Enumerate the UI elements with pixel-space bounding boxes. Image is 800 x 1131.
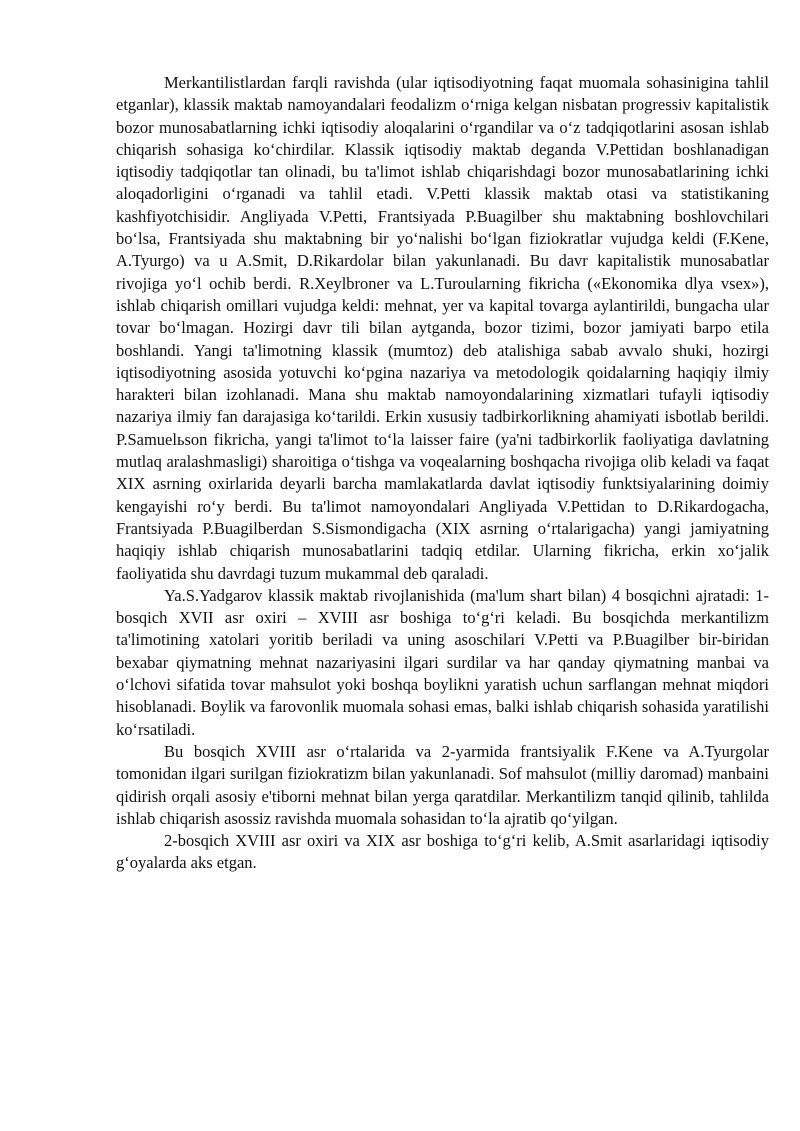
paragraph-yadgarov-stages: Ya.S.Yadgarov klassik maktab rivojlanishida (ma'lum shart bilan) 4 bosqichni ajratadi: 1-bosqich XVII asr oxiri – XVIII asr boshiga to‘g‘ri keladi. Bu bosqichda merkantilizm ta'limotining xatolari yoritib beriladi va uning asoschilari V.Petti va P.Buagilber bir-biridan bexabar qiymatning mehnat nazariyasini ilgari surdilar va har qanday qiymatning manbai va o‘lchovi sifatida tovar mahsulot yoki boshqa boylikni yaratish uchun sarflangan mehnat miqdori hisoblanadi. Boylik va farovonlik muomala sohasi emas, balki ishlab chiqarish sohasida yaratilishi ko‘rsatiladi. xyxy=(116,585,769,739)
paragraph-physiocrats: Bu bosqich XVIII asr o‘rtalarida va 2-yarmida frantsiyalik F.Kene va A.Tyurgolar tomonidan ilgari surilgan fiziokratizm bilan yakunlanadi. Sof mahsulot (milliy daromad) manbaini qidirish orqali asosiy e'tiborni mehnat bilan yerga qaratdilar. Merkantilizm tanqid qilinib, tahlilda ishlab chiqarish asossiz ravishda muomala sohasidan to‘la ajratib qo‘yilgan. xyxy=(116,741,769,828)
paragraph-second-stage: 2-bosqich XVIII asr oxiri va XIX asr boshiga to‘g‘ri kelib, A.Smit asarlaridagi iqtisodiy g‘oyalarda aks etgan. xyxy=(116,831,769,873)
paragraph-classical-school-intro: Merkantilistlardan farqli ravishda (ular iqtisodiyotning faqat muomala sohasinigina tahlil etganlar), klassik maktab namoyandalari feodalizm o‘rniga kelgan nisbatan progressiv kapitalistik bozor munosabatlarning ichki iqtisodiy aloqalarini o‘rgandilar va o‘z tadqiqotlarini asosan ishlab chiqarish sohasiga ko‘chirdilar. Klassik iqtisodiy maktab deganda V.Pettidan boshlanadigan iqtisodiy tadqiqotlar tan olinadi, bu ta'limot ishlab chiqarishdagi bozor munosabatlarining ichki aloqadorligini o‘rganadi va tahlil etadi. V.Petti klassik maktab otasi va statistikaning kashfiyotchisidir. Angliyada V.Petti, Frantsiyada P.Buagilber shu maktabning boshlovchilari bo‘lsa, Frantsiyada shu maktabning bir yo‘nalishi bo‘lgan fiziokratlar vujudga keldi (F.Kene, A.Tyurgo) va u A.Smit, D.Rikardolar bilan yakunlanadi. Bu davr kapitalistik munosabatlar rivojiga yo‘l ochib berdi. R.Xeylbroner va L.Turoularning fikricha («Ekonomika dlya vsex»), ishlab chiqarish omillari vujudga keldi: mehnat, yer va kapital tovarga aylantirildi, bungacha ular tovar bo‘lmagan. Hozirgi davr tili bilan aytganda, bozor tizimi, bozor jamiyati barpo etila boshlandi. Yangi ta'limotning klassik (mumtoz) deb atalishiga sabab avvalo shuki, hozirgi iqtisodiyotning asosida yotuvchi ko‘pgina nazariya va metodologik qoidalarning haqiqiy ilmiy harakteri bilan izohlanadi. Mana shu maktab namoyondalarining xizmatlari tufayli iqtisodiy nazariya ilmiy fan darajasiga ko‘tarildi. Erkin xususiy tadbirkorlikning ahamiyati isbotlab berildi. P.Samuelьson fikricha, yangi ta'limot to‘la laisser faire (ya'ni tadbirkorlik faoliyatiga davlatning mutlaq aralashmasligi) sharoitiga o‘tishga va voqealarning boshqacha rivojiga olib keladi va faqat XIX asrning oxirlarida deyarli barcha mamlakatlarda davlat iqtisodiy funktsiyalarining doimiy kengayishi ro‘y berdi. Bu ta'limot namoyondalari Angliyada V.Pettidan to D.Rikardogacha, Frantsiyada P.Buagilberdan S.Sismondigacha (XIX asrning o‘rtalarigacha) yangi jamiyatning haqiqiy ishlab chiqarish munosabatlarini tadqiq etdilar. Ularning fikricha, erkin xo‘jalik faoliyatida shu davrdagi tuzum mukammal deb qaraladi. xyxy=(116,73,769,583)
document-page xyxy=(116,72,769,875)
